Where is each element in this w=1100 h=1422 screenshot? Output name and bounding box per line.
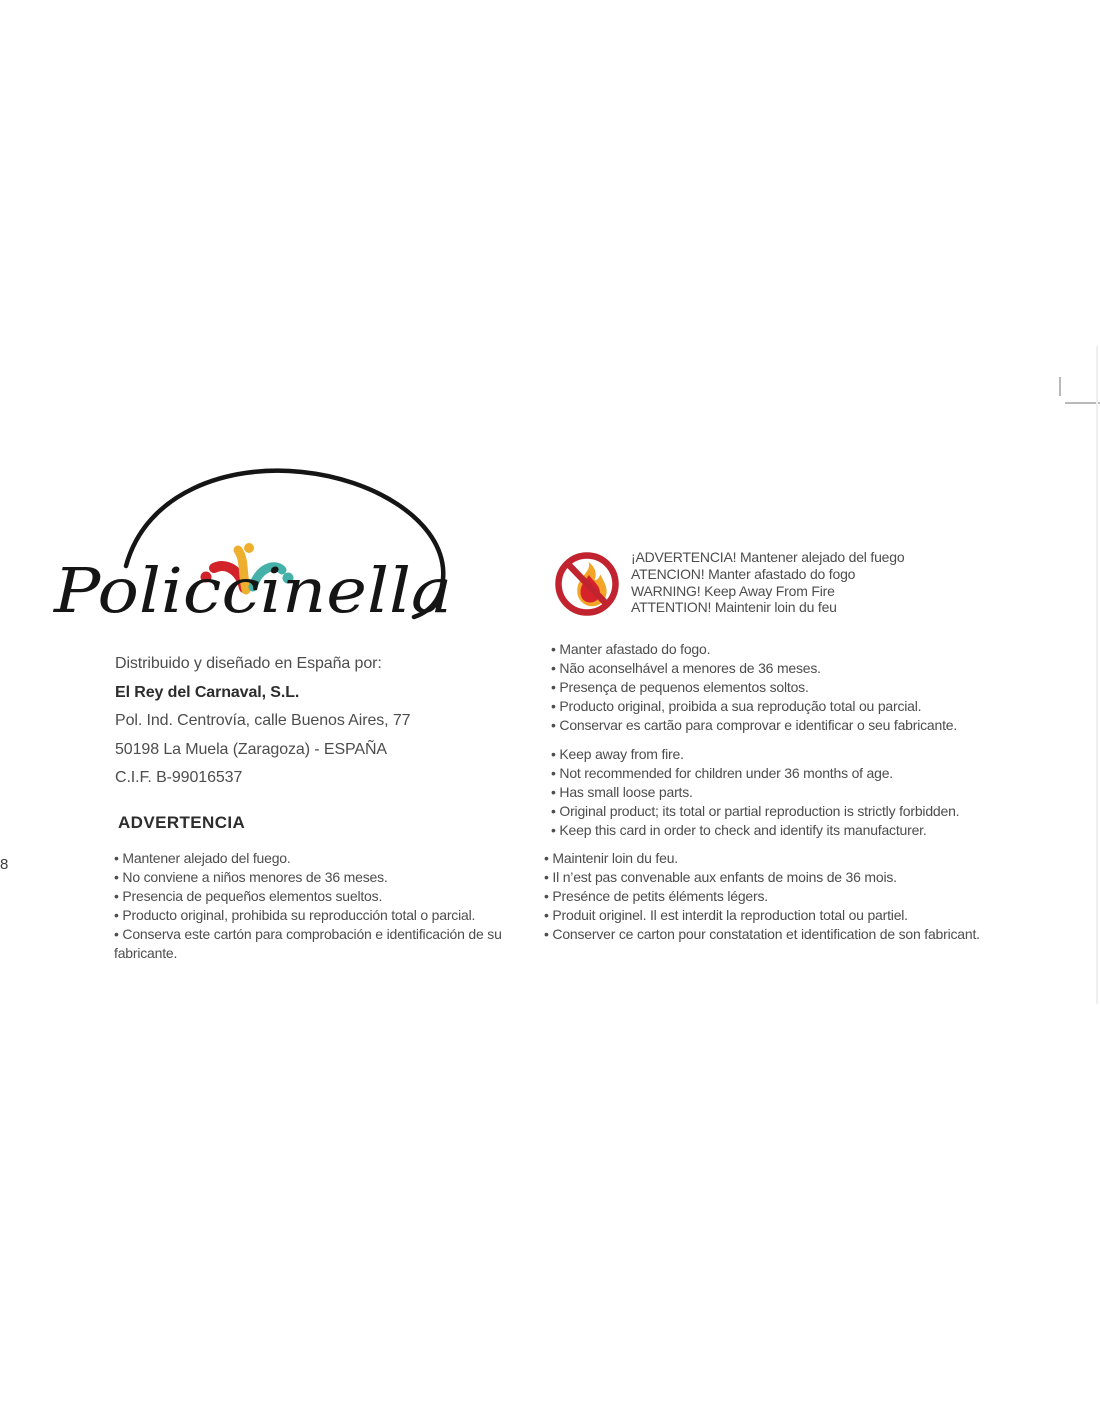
warning-item-fr: • Produit originel. Il est interdit la reproduction total ou partiel. (544, 906, 1006, 925)
warning-item-es: • Presencia de pequeños elementos sueltos. (114, 887, 512, 906)
no-fire-icon (552, 549, 622, 619)
warning-list-fr (544, 849, 1006, 944)
warning-item-fr: • Il n’est pas convenable aux enfants de moins de 36 mois. (544, 868, 1006, 887)
warning-item-pt: • Não aconselhável a menores de 36 meses. (551, 659, 1051, 678)
page-number: 8 (0, 856, 9, 873)
warning-item-pt: • Producto original, proibida a sua reprodução total ou parcial. (551, 697, 1051, 716)
warning-item-pt: • Conservar es cartão para comprovar e identificar o seu fabricante. (551, 716, 1051, 735)
fire-warning-line-es: ¡ADVERTENCIA! Mantener alejado del fuego (631, 549, 905, 565)
warning-item-pt: • Presença de pequenos elementos soltos. (551, 678, 1051, 697)
warning-list-pt (551, 640, 1051, 735)
distributor-intro: Distribuido y diseñado en España por: (115, 655, 382, 672)
distributor-company: El Rey del Carnaval, S.L. (115, 683, 300, 701)
warning-item-fr: • Conserver ce carton pour constatation et identification de son fabricant. (544, 925, 1006, 944)
warning-item-en: • Has small loose parts. (551, 783, 1051, 802)
fire-warning-text (631, 549, 1001, 616)
warning-item-pt: • Manter afastado do fogo. (551, 640, 1051, 659)
crop-mark-vertical (1059, 377, 1061, 396)
warning-item-fr: • Maintenir loin du feu. (544, 849, 1006, 868)
warning-item-es: • Producto original, prohibida su reproducción total o parcial. (114, 906, 512, 925)
warning-item-en: • Original product; its total or partial reproduction is strictly forbidden. (551, 802, 1051, 821)
distributor-address-line2: 50198 La Muela (Zaragoza) - ESPAÑA (115, 740, 387, 758)
warning-item-fr: • Presénce de petits éléments légers. (544, 887, 1006, 906)
logo-artwork (50, 460, 460, 638)
policcinella-logo (50, 460, 460, 638)
warning-list-es (114, 849, 512, 963)
fire-warning-line-pt: ATENCION! Manter afastado do fogo (631, 565, 856, 582)
distributor-cif: C.I.F. B-99016537 (115, 769, 243, 786)
warning-heading-es: ADVERTENCIA (118, 813, 246, 832)
warning-item-es: • Conserva este cartón para comprobación e identificación de su fabricante. (114, 925, 512, 963)
fold-line (1096, 346, 1098, 1004)
brand-name: Policcinella (52, 554, 452, 627)
crop-mark-horizontal (1065, 402, 1100, 404)
warning-list-en (551, 745, 1051, 840)
warning-item-en: • Keep this card in order to check and identify its manufacturer. (551, 821, 1051, 840)
distributor-address-line1: Pol. Ind. Centrovía, calle Buenos Aires, 77 (115, 712, 411, 729)
distributor-info (115, 650, 535, 793)
fire-warning-line-en: WARNING! Keep Away From Fire (631, 582, 835, 599)
fire-warning-line-fr: ATTENTION! Maintenir loin du feu (631, 599, 837, 616)
warning-item-en: • Not recommended for children under 36 months of age. (551, 764, 1051, 783)
warning-item-en: • Keep away from fire. (551, 745, 1051, 764)
warning-item-es: • No conviene a niños menores de 36 meses. (114, 868, 512, 887)
warning-item-es: • Mantener alejado del fuego. (114, 849, 512, 868)
